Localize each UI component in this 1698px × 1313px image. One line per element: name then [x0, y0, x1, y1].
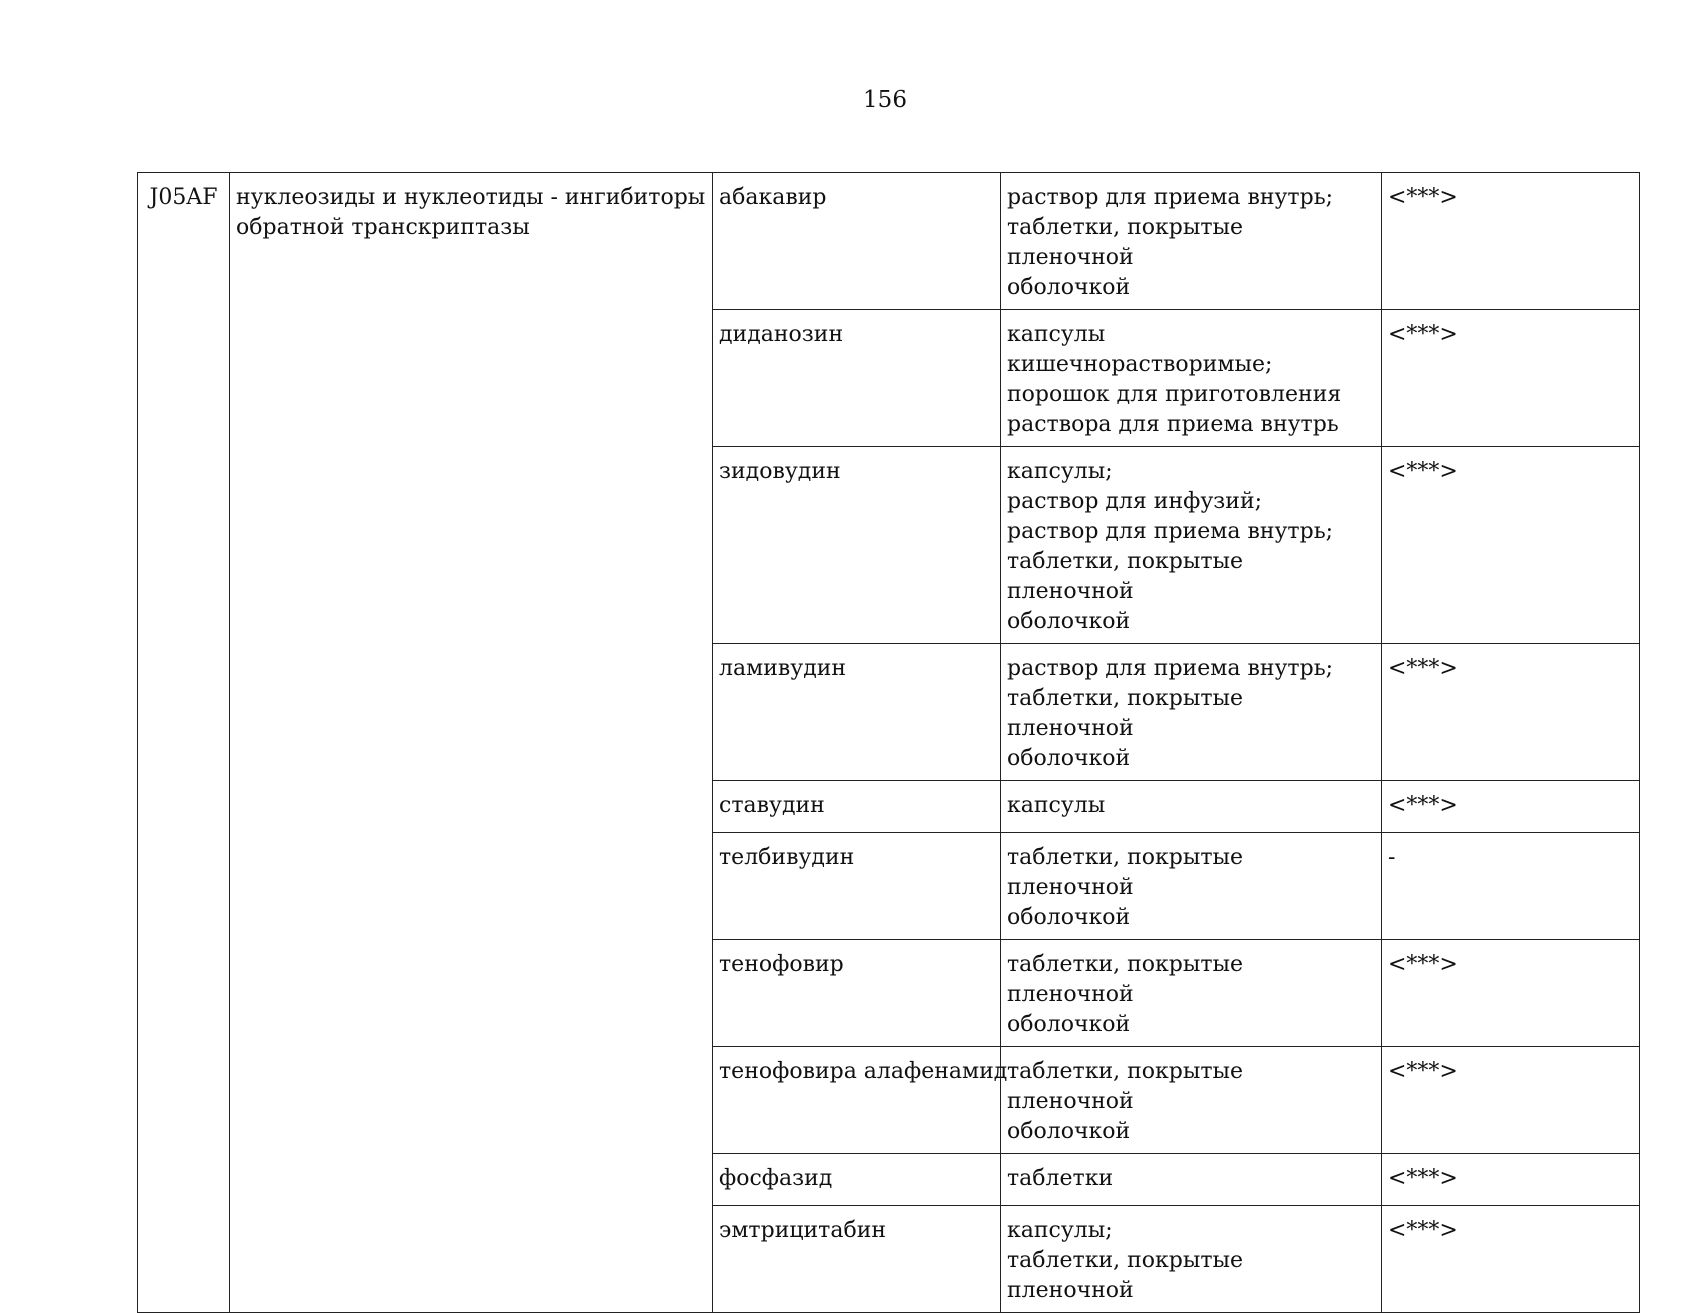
- note-cell: <***>: [1382, 1154, 1640, 1206]
- dosage-form-line: таблетки, покрытые пленочной: [1007, 1059, 1244, 1114]
- dosage-form-line: оболочкой: [1007, 746, 1131, 771]
- dosage-form-line: порошок для приготовления: [1007, 382, 1342, 407]
- note-cell: <***>: [1382, 310, 1640, 447]
- drug-name-cell: фосфазид: [713, 1154, 1001, 1206]
- dosage-form-cell: [1001, 833, 1382, 940]
- dosage-form-line: таблетки, покрытые пленочной: [1007, 952, 1244, 1007]
- drug-name-cell: зидовудин: [713, 447, 1001, 644]
- page-number: 156: [863, 87, 907, 113]
- dosage-form-cell: [1001, 173, 1382, 310]
- note-cell: <***>: [1382, 173, 1640, 310]
- dosage-form-cell: [1001, 1047, 1382, 1154]
- drug-name-cell: тенофовира алафенамид: [713, 1047, 1001, 1154]
- drug-name-cell: телбивудин: [713, 833, 1001, 940]
- pharmacological-group-cell: нуклеозиды и нуклеотиды - ингибиторы обратной транскриптазы: [230, 173, 713, 1313]
- dosage-form-line: оболочкой: [1007, 609, 1131, 634]
- dosage-form-line: таблетки: [1007, 1166, 1114, 1191]
- drug-name-cell: тенофовир: [713, 940, 1001, 1047]
- dosage-form-cell: [1001, 781, 1382, 833]
- drug-name-cell: эмтрицитабин: [713, 1206, 1001, 1313]
- dosage-form-line: капсулы кишечнорастворимые;: [1007, 322, 1273, 377]
- dosage-form-line: раствор для приема внутрь;: [1007, 519, 1334, 544]
- dosage-form-cell: [1001, 310, 1382, 447]
- dosage-form-line: капсулы: [1007, 793, 1106, 818]
- dosage-form-line: капсулы;: [1007, 459, 1113, 484]
- dosage-form-line: оболочкой: [1007, 1119, 1131, 1144]
- dosage-form-cell: [1001, 447, 1382, 644]
- dosage-form-cell: [1001, 1154, 1382, 1206]
- dosage-form-line: оболочкой: [1007, 905, 1131, 930]
- dosage-form-line: раствор для приема внутрь;: [1007, 656, 1334, 681]
- drug-name-cell: диданозин: [713, 310, 1001, 447]
- drug-name-cell: ставудин: [713, 781, 1001, 833]
- dosage-form-line: раствора для приема внутрь: [1007, 412, 1339, 437]
- drug-table: [137, 172, 1640, 1313]
- table-row: [138, 173, 1640, 310]
- dosage-form-line: таблетки, покрытые пленочной: [1007, 686, 1244, 741]
- drug-name-cell: ламивудин: [713, 644, 1001, 781]
- note-cell: <***>: [1382, 447, 1640, 644]
- note-cell: <***>: [1382, 644, 1640, 781]
- dosage-form-line: оболочкой: [1007, 1012, 1131, 1037]
- dosage-form-cell: [1001, 1206, 1382, 1313]
- dosage-form-line: таблетки, покрытые пленочной: [1007, 215, 1244, 270]
- dosage-form-line: таблетки, покрытые пленочной: [1007, 549, 1244, 604]
- dosage-form-line: раствор для приема внутрь;: [1007, 185, 1334, 210]
- dosage-form-line: таблетки, покрытые пленочной: [1007, 845, 1244, 900]
- dosage-form-line: капсулы;: [1007, 1218, 1113, 1243]
- note-cell: <***>: [1382, 1206, 1640, 1313]
- dosage-form-line: таблетки, покрытые пленочной: [1007, 1248, 1244, 1303]
- note-cell: <***>: [1382, 1047, 1640, 1154]
- dosage-form-cell: [1001, 940, 1382, 1047]
- dosage-form-line: оболочкой: [1007, 275, 1131, 300]
- drug-name-cell: абакавир: [713, 173, 1001, 310]
- dosage-form-cell: [1001, 644, 1382, 781]
- atc-code-cell: J05AF: [138, 173, 230, 1313]
- table-body: [138, 173, 1640, 1313]
- dosage-form-line: раствор для инфузий;: [1007, 489, 1263, 514]
- note-cell: <***>: [1382, 781, 1640, 833]
- note-cell: <***>: [1382, 940, 1640, 1047]
- note-cell: -: [1382, 833, 1640, 940]
